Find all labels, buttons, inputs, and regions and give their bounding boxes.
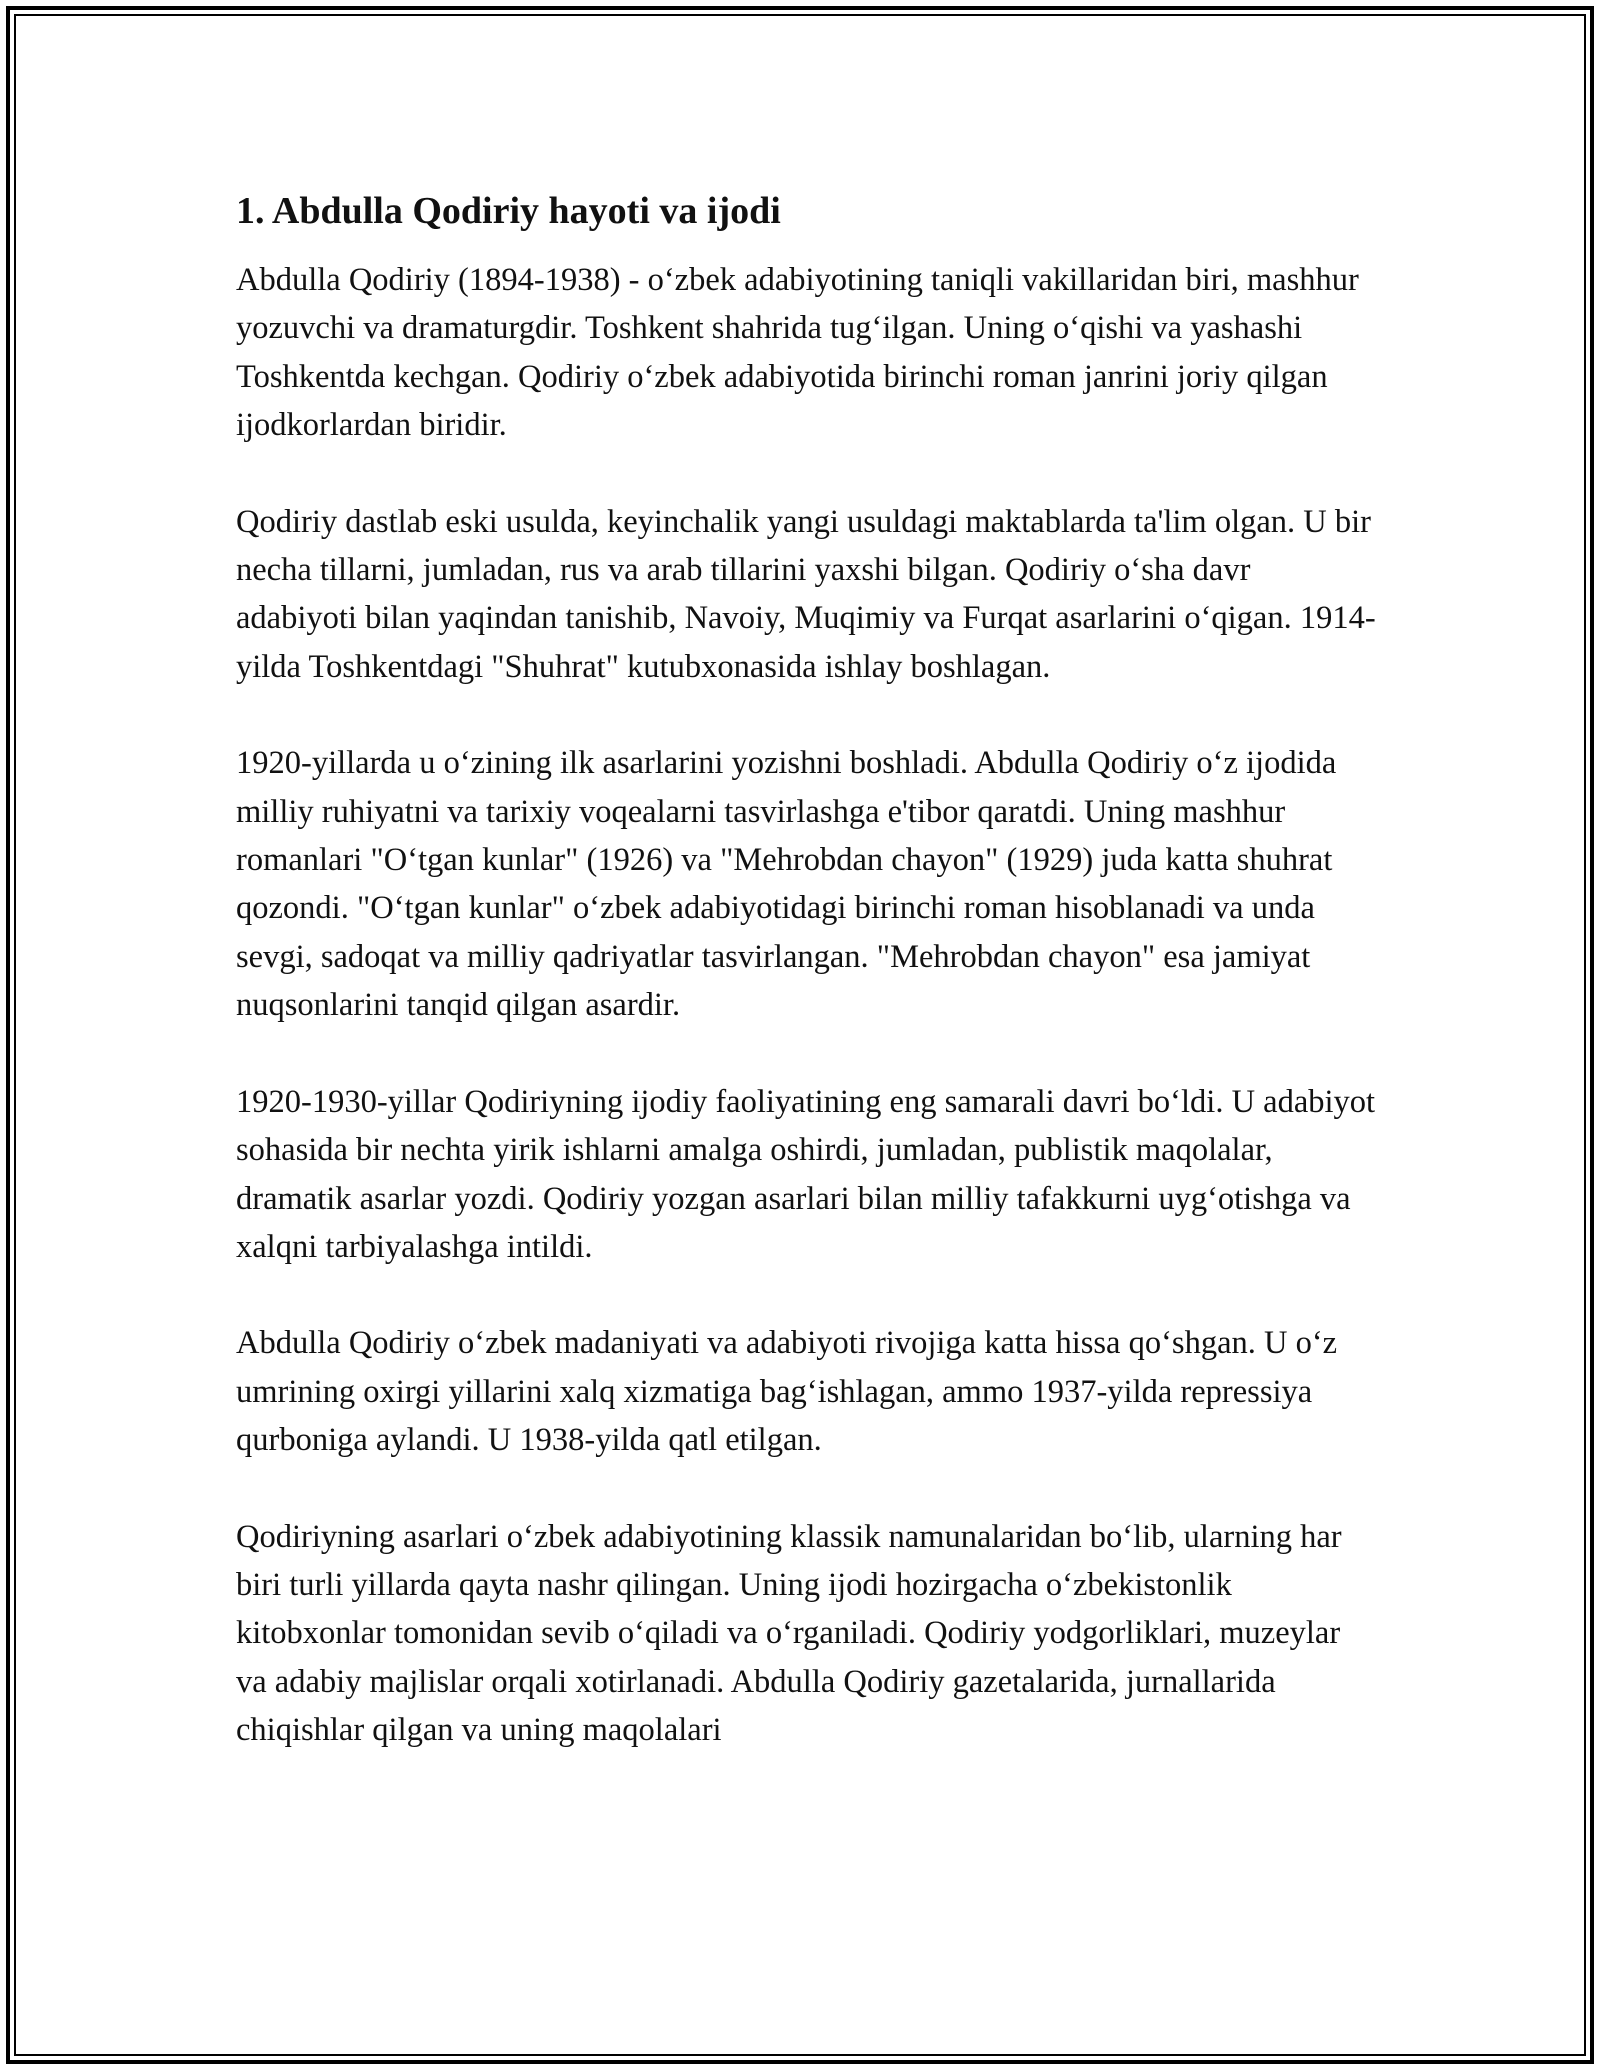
paragraph-repression: Abdulla Qodiriy o‘zbek madaniyati va adabiyoti rivojiga katta hissa qo‘shgan. U o‘z umrining oxirgi yillarini xalq xizmatiga bag‘ishlagan, ammo 1937-yilda repressiya qurboniga aylandi. U 1938-yilda qatl etilgan. <box>236 1325 1338 1459</box>
paragraph-novels: 1920-yillarda u o‘zining ilk asarlarini yozishni boshladi. Abdulla Qodiriy o‘z ijodida milliy ruhiyatni va tarixiy voqealarni tasvirlashga e'tibor qaratdi. Uning mashhur romanlari "O‘tgan kunlar" (1926) va "Mehrobdan chayon" (1929) juda katta shuhrat qozondi. "O‘tgan kunlar" o‘zbek adabiyotidagi birinchi roman hisoblanadi va unda sevgi, sadoqat va milliy qadriyatlar tasvirlangan. "Mehrobdan chayon" esa jamiyat nuqsonlarini tanqid qilgan asardir. <box>236 745 1337 1024</box>
paragraph-creative-period: 1920-1930-yillar Qodiriyning ijodiy faoliyatining eng samarali davri bo‘ldi. U adabiyot sohasida bir nechta yirik ishlarni amalga oshirdi, jumladan, publistik maqolalar, dramatik asarlar yozdi. Qodiriy yozgan asarlari bilan milliy tafakkurni uyg‘otishga va xalqni tarbiyalashga intildi. <box>236 1083 1376 1265</box>
paragraph-education: Qodiriy dastlab eski usulda, keyinchalik yangi usuldagi maktablarda ta'lim olgan. U bir necha tillarni, jumladan, rus va arab tillarini yaxshi bilgan. Qodiriy o‘sha davr adabiyoti bilan yaqindan tanishib, Navoiy, Muqimiy va Furqat asarlarini o‘qigan. 1914-yilda Toshkentdagi "Shuhrat" kutubxonasida ishlay boshlagan. <box>236 503 1376 685</box>
paragraph-legacy: Qodiriyning asarlari o‘zbek adabiyotining klassik namunalaridan bo‘lib, ularning har biri turli yillarda qayta nashr qilingan. Uning ijodi hozirgacha o‘zbekistonlik kitobxonlar tomonidan sevib o‘qiladi va o‘rganiladi. Qodiriy yodgorliklari, muzeylar va adabiy majlislar orqali xotirlanadi. Abdulla Qodiriy gazetalarida, jurnallarida chiqishlar qilgan va uning maqolalari <box>236 1518 1342 1749</box>
paragraph-biography-intro: Abdulla Qodiriy (1894-1938) - o‘zbek adabiyotining taniqli vakillaridan biri, mashhur yozuvchi va dramaturgdir. Toshkent shahrida tug‘ilgan. Uning o‘qishi va yashashi Toshkentda kechgan. Qodiriy o‘zbek adabiyotida birinchi roman janrini joriy qilgan ijodkorlardan biridir. <box>236 262 1359 444</box>
document-body <box>236 186 1376 1803</box>
document-title: 1. Abdulla Qodiriy hayoti va ijodi <box>236 190 781 232</box>
